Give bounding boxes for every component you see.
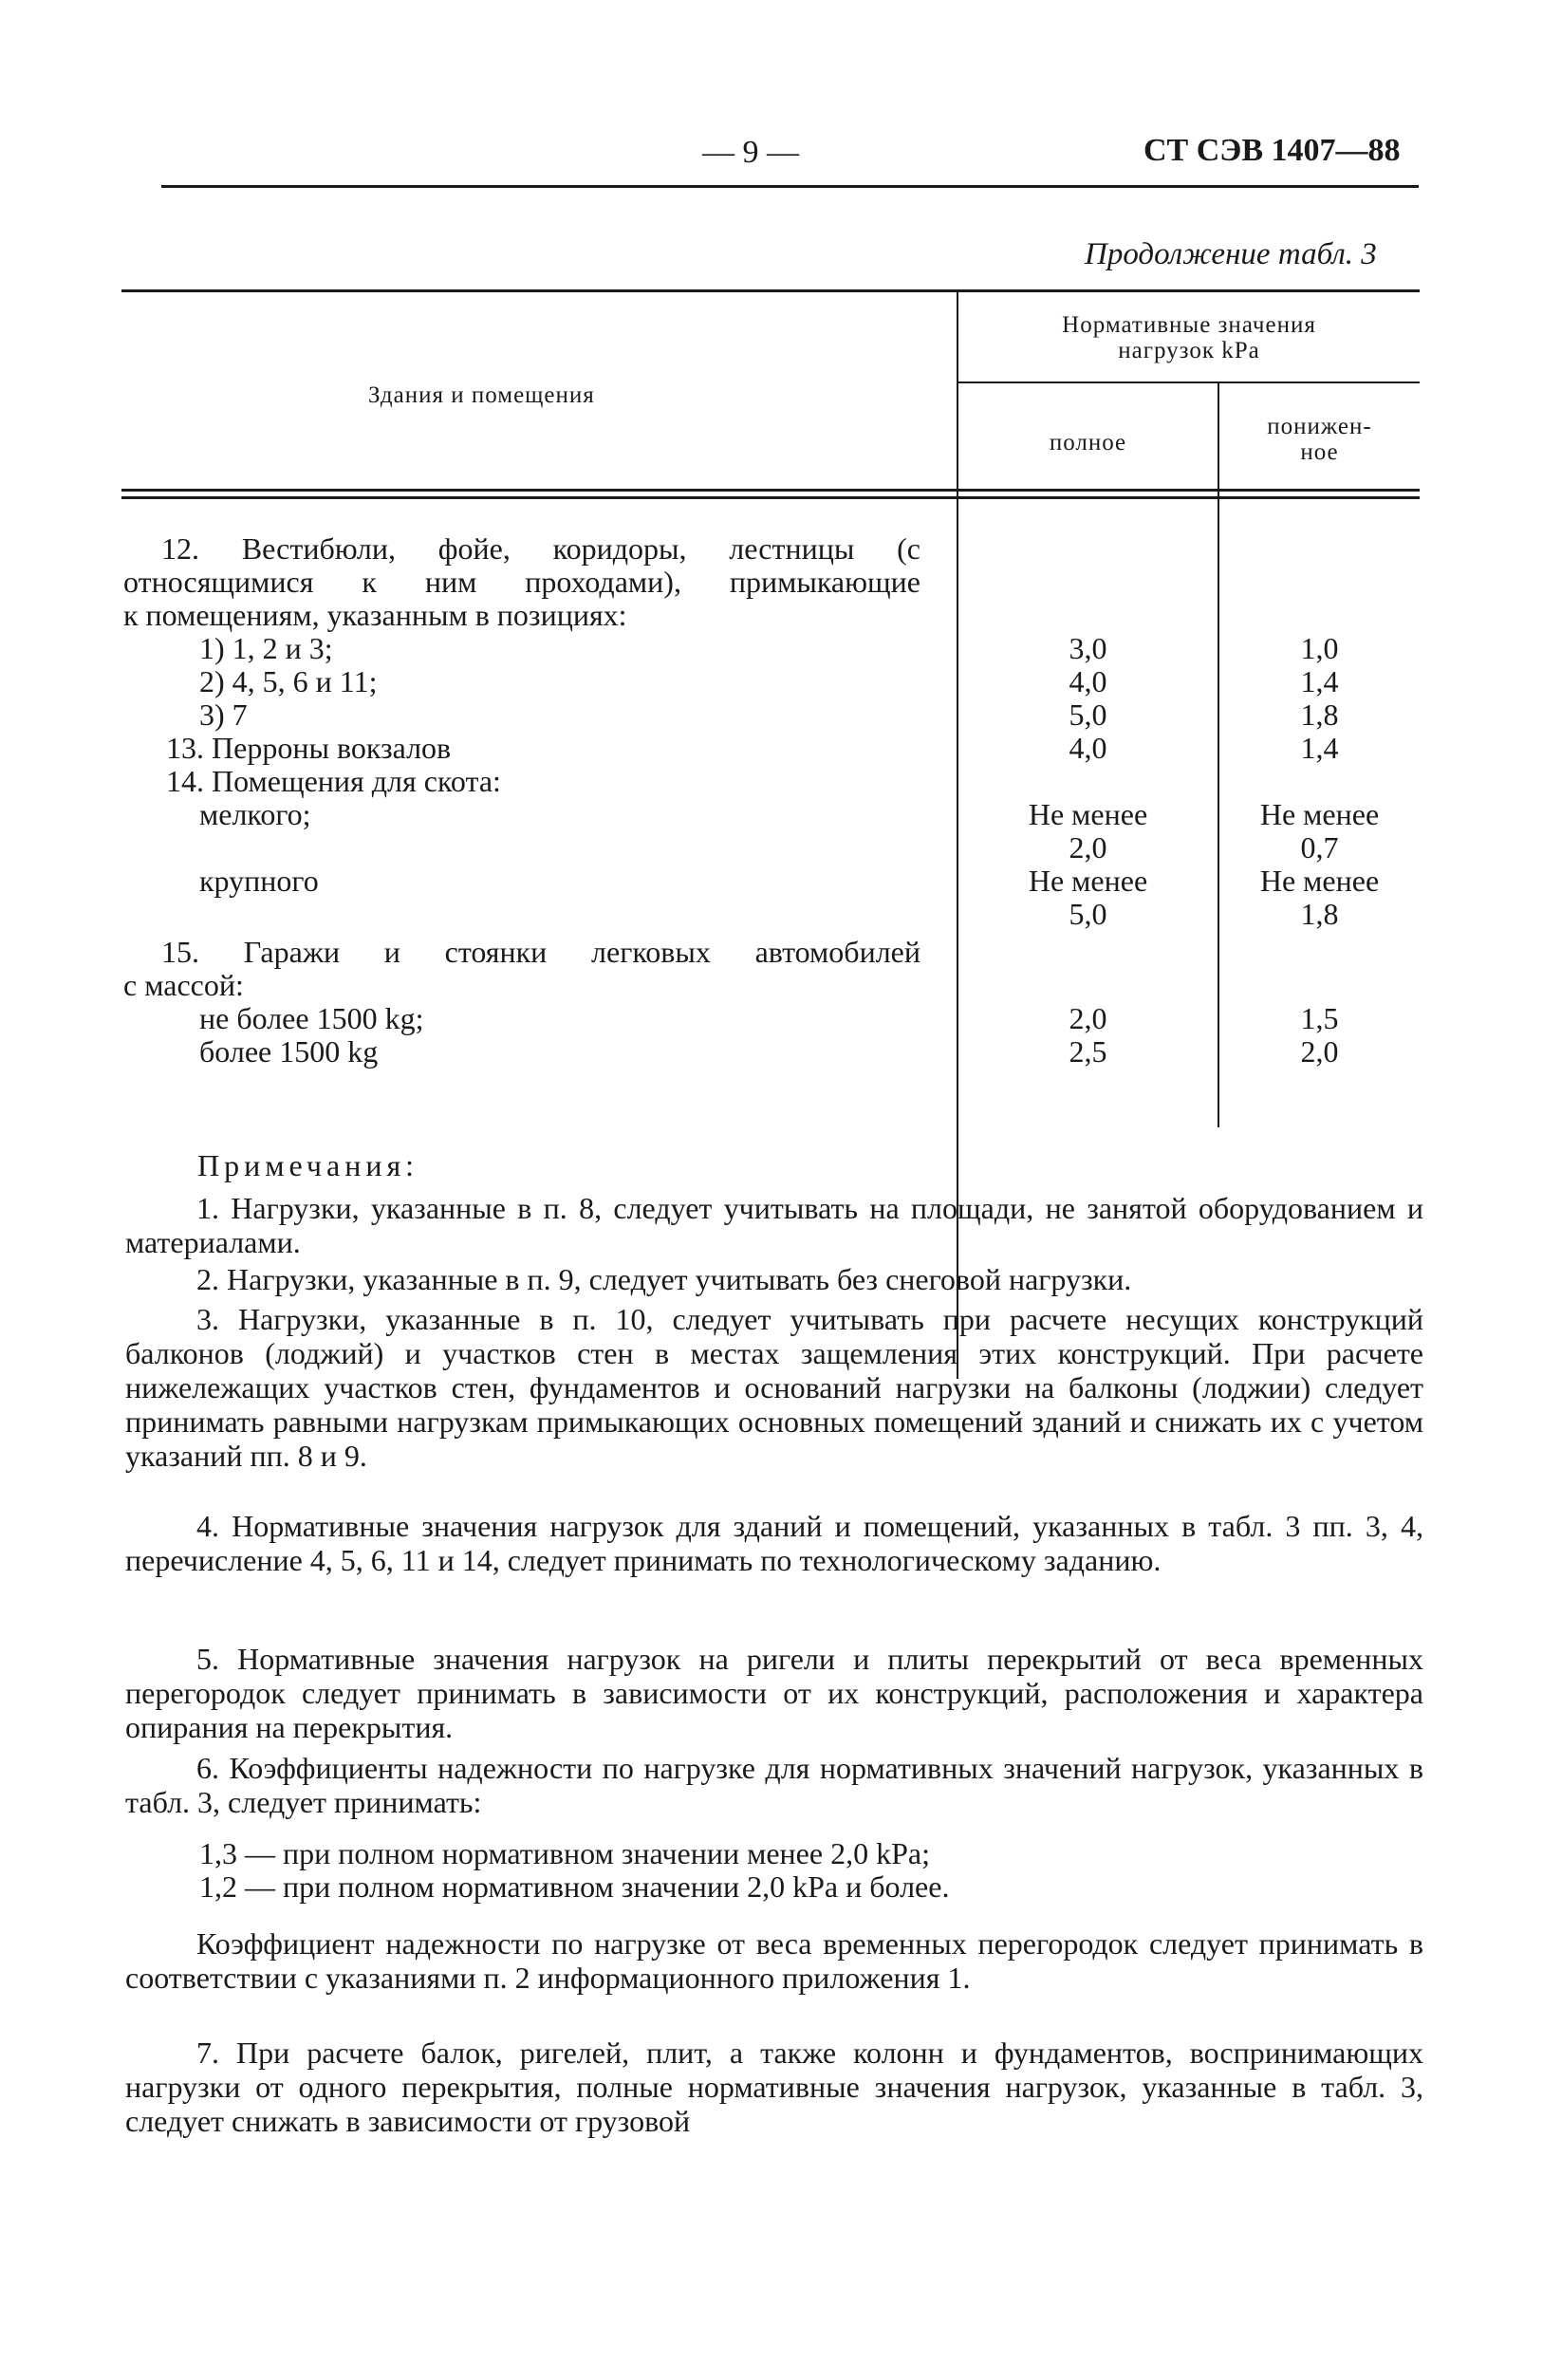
note-4: 4. Нормативные значения нагрузок для зданий и помещений, указанных в табл. 3 пп. 3, 4, перечисление 4, 5, 6, 11 и 14, следует принимать по технологическому заданию. [125,1509,1423,1577]
col-header-values-2: нагрузок kPa [1118,338,1260,363]
standard-code: СТ СЭВ 1407—88 [1143,133,1401,168]
table-row-text: 13. Перроны вокзалов [166,731,452,765]
table-cell-full: 5,0 [1069,897,1107,931]
paragraph-6-extra: Коэффициент надежности по нагрузке от веса временных перегородок следует принимать в соответствии с указаниями п. 2 информационного приложения 1. [125,1926,1423,1995]
table-cell-full: 2,0 [1069,1001,1107,1035]
table-row-text: относящимися к ним проходами), примыкающие [123,565,920,599]
table-cell-reduced: Не менее [1259,864,1380,898]
note-2: 2. Нагрузки, указанные в п. 9, следует учитывать без снеговой нагрузки. [196,1262,1132,1296]
col-header-reduced-2: ное [1300,439,1339,465]
table-header-rule-2 [121,496,1420,499]
header-rule [161,185,1419,188]
table-cell-full: 2,0 [1069,830,1107,865]
table-row-text: более 1500 kg [199,1034,379,1069]
table-cell-reduced: 1,8 [1300,697,1339,732]
note-1: 1. Нагрузки, указанные в п. 8, следует учитывать на площади, не занятой оборудованием и материалами. [125,1191,1423,1259]
col-header-full: полное [1049,430,1127,456]
table-cell-full: Не менее [1028,797,1148,831]
table-top-rule [121,289,1420,292]
table-cell-full: 4,0 [1069,664,1107,698]
table-cell-reduced: 1,0 [1300,631,1339,665]
col-header-reduced-1: понижен- [1267,414,1372,439]
table-cell-reduced: Не менее [1259,797,1380,831]
table-row-text: мелкого; [199,797,311,831]
table-row-text: с массой: [123,968,244,1002]
paragraph-6: 6. Коэффициенты надежности по нагрузке для нормативных значений нагрузок, указанных в табл. 3, следует принимать: [125,1751,1423,1819]
paragraph-6-item-2: 1,2 — при полном нормативном значении 2,0 kPa и более. [199,1869,950,1904]
table-row-text: 3) 7 [199,697,248,732]
paragraph-5: 5. Нормативные значения нагрузок на ригели и плиты перекрытий от веса временных перегородок следует принимать в зависимости от их конструкций, расположения и характера опирания на перекрытия. [125,1642,1423,1744]
table-cell-reduced: 2,0 [1300,1034,1339,1069]
table-cell-full: 3,0 [1069,631,1107,665]
table-cell-full: 5,0 [1069,697,1107,732]
table-row-text: не более 1500 kg; [199,1001,424,1035]
table-row-text: 14. Помещения для скота: [166,764,501,798]
table-cell-reduced: 1,5 [1300,1001,1339,1035]
table-header-midrule [958,381,1420,383]
continuation-label: Продолжение табл. 3 [1085,237,1377,271]
table-row-text: крупного [199,864,319,898]
table-cell-reduced: 1,8 [1300,897,1339,931]
paragraph-6-item-1: 1,3 — при полном нормативном значении менее 2,0 kPa; [199,1836,930,1870]
table-cell-reduced: 0,7 [1300,830,1339,865]
notes-title: Примечания: [197,1148,419,1182]
col-header-values-1: Нормативные значения [1062,312,1316,338]
page-number: — 9 — [702,135,799,170]
table-cell-reduced: 1,4 [1300,731,1339,765]
table-cell-full: 2,5 [1069,1034,1107,1069]
table-cell-full: 4,0 [1069,731,1107,765]
table-header-rule-1 [121,489,1420,492]
table-row-text: 12. Вестибюли, фойе, коридоры, лестницы (с [161,531,920,566]
col-header-building: Здания и помещения [368,382,595,408]
table-cell-full: Не менее [1028,864,1148,898]
table-row-text: 15. Гаражи и стоянки легковых автомобилей [161,935,920,969]
table-row-text: 2) 4, 5, 6 и 11; [199,664,378,698]
table-row-text: к помещениям, указанным в позициях: [123,598,627,632]
paragraph-7: 7. При расчете балок, ригелей, плит, а также колонн и фундаментов, воспринимающих нагрузки от одного перекрытия, полные нормативные значения нагрузок, указанные в табл. 3, следует снижать в зависимости от грузовой [125,2036,1423,2138]
note-3: 3. Нагрузки, указанные в п. 10, следует учитывать при расчете несущих конструкций балконов (лоджий) и участков стен в местах защемления этих конструкций. При расчете нижележащих участков стен, фундаментов и оснований нагрузки на балконы (лоджии) следует принимать равными нагрузкам примыкающих основных помещений зданий и снижать их с учетом указаний пп. 8 и 9. [125,1302,1423,1473]
table-cell-reduced: 1,4 [1300,664,1339,698]
table-row-text: 1) 1, 2 и 3; [199,631,333,665]
